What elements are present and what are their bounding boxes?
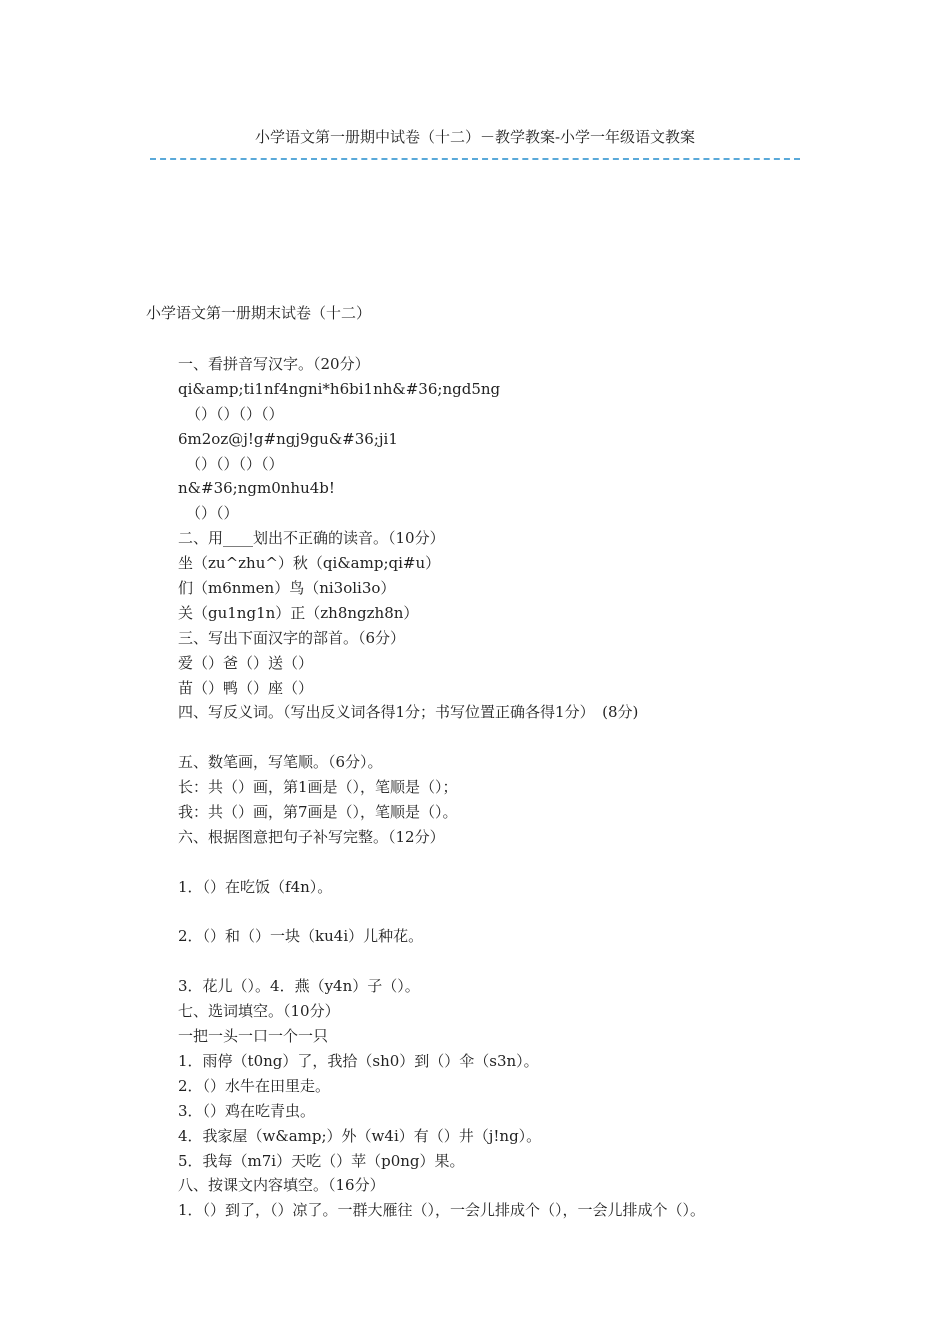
exam-line: 七、选词填空。（10分）: [178, 1002, 340, 1021]
exam-line: 一把一头一口一个一只: [178, 1027, 329, 1046]
exam-line: 1．（）在吃饭（f4n）。: [178, 877, 333, 896]
exam-line: 三、写出下面汉字的部首。（6分）: [178, 628, 406, 647]
exam-line: 二、用____划出不正确的读音。（10分）: [178, 529, 445, 548]
exam-line: 五、数笔画，写笔顺。（6分）。: [178, 753, 383, 772]
exam-line: 3．花儿（）。4．燕（y4n）子（）。: [178, 977, 420, 996]
exam-line: 六、根据图意把句子补写完整。（12分）: [178, 827, 445, 846]
exam-line: 关（gu1ng1n）正（zh8ngzh8n）: [178, 603, 419, 622]
exam-line: 苗（）鸭（）座（）: [178, 678, 314, 697]
exam-line: 2．（）水牛在田里走。: [178, 1076, 331, 1095]
exam-line: （）（）: [186, 504, 239, 523]
exam-line: 1．雨停（t0ng）了，我拾（sh0）到（）伞（s3n）。: [178, 1051, 539, 1070]
exam-line: n&#36;ngm0nhu4b!: [178, 479, 335, 498]
exam-line: 们（m6nmen）鸟（ni3oli3o）: [178, 579, 396, 598]
exam-line: 我：共（）画，第7画是（），笔顺是（）。: [178, 803, 458, 822]
page-title: 小学语文第一册期中试卷（十二）－教学教案-小学一年级语文教案: [254, 128, 696, 146]
exam-line: （）（）（）（）: [186, 454, 284, 473]
exam-line: （）（）（）（）: [186, 404, 284, 423]
blank-line: [178, 949, 878, 974]
exam-line: 四、写反义词。（写出反义词各得1分；书写位置正确各得1分） (8分): [178, 703, 639, 722]
exam-line: 一、看拼音写汉字。（20分）: [178, 355, 370, 373]
blank-line: [178, 725, 878, 750]
title-divider: [150, 158, 800, 160]
exam-line: 长：共（）画，第1画是（），笔顺是（）；: [178, 778, 458, 797]
exam-line: 3．（）鸡在吃青虫。: [178, 1101, 316, 1120]
exam-body: [178, 352, 878, 1223]
exam-line: 5．我每（m7i）天吃（）苹（p0ng）果。: [178, 1151, 465, 1170]
exam-line: 4．我家屋（w&amp;）外（w4i）有（）井（j!ng）。: [178, 1126, 542, 1145]
exam-line: qi&amp;ti1nf4ngni*h6bi1nh&#36;ngd5ng: [178, 379, 501, 398]
exam-line: 爱（）爸（）送（）: [178, 653, 314, 672]
exam-line: 2．（）和（）一块（ku4i）儿种花。: [178, 927, 424, 946]
blank-line: [178, 900, 878, 925]
exam-line: 6m2oz@j!g#ngj9gu&#36;ji1: [178, 429, 398, 448]
exam-line: 八、按课文内容填空。（16分）: [178, 1176, 385, 1195]
blank-line: [178, 850, 878, 875]
exam-heading: 小学语文第一册期末试卷（十二）: [146, 304, 372, 322]
exam-line: 坐（zu^zhu^）秋（qi&amp;qi#u）: [178, 554, 441, 573]
exam-line: 1．（）到了，（）凉了。一群大雁往（），一会儿排成个（），一会儿排成个（）。: [178, 1201, 706, 1220]
